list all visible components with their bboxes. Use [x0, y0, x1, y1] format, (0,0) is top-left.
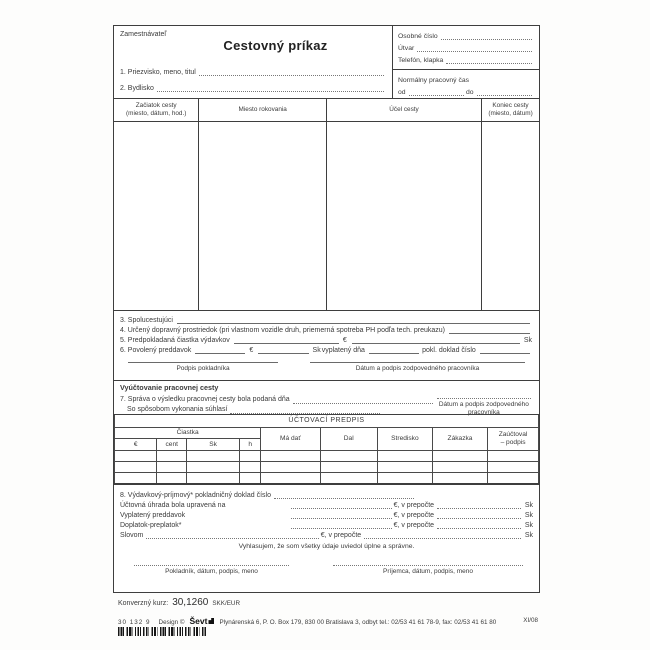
execution-approved-row	[120, 405, 435, 415]
col-header-h: h	[240, 439, 261, 451]
sk-label: Sk	[523, 336, 532, 344]
employer-label: Zamestnávateľ	[120, 31, 167, 38]
cashier-final-signature-block	[134, 560, 289, 576]
amount-in-words-sk-line	[364, 531, 521, 539]
settlement-signature-fill-line	[437, 392, 531, 399]
travel-order-form	[113, 25, 540, 593]
trip-details-section	[114, 311, 539, 381]
sk-label: Sk	[312, 346, 321, 354]
employee-id-box	[393, 26, 539, 70]
eur-conversion-label: €, v prepočte	[393, 501, 435, 509]
residence-fill-line	[157, 84, 384, 92]
personal-number-row	[398, 29, 534, 41]
paid-on-label: vyplatený dňa	[321, 346, 365, 354]
col-header-text: Účel cesty	[389, 105, 419, 113]
sk-label: Sk	[524, 521, 533, 529]
companions-row	[120, 315, 533, 325]
personal-number-label: Osobné číslo	[398, 32, 438, 40]
from-fill-line	[409, 88, 464, 96]
balance-row	[120, 520, 533, 530]
col-header-meeting-place	[199, 99, 327, 121]
trip-table	[114, 99, 539, 311]
transport-fill-line	[449, 326, 530, 334]
col-header-eur: €	[115, 439, 157, 451]
paid-advance-eur-line	[291, 511, 392, 519]
companions-label: 3. Spolucestujúci	[120, 316, 173, 324]
adjusted-amount-sk-line	[437, 501, 521, 509]
balance-eur-line	[291, 521, 392, 529]
cashier-signature-fill-line	[134, 560, 289, 566]
accounting-empty-row	[115, 462, 539, 473]
settlement-signature-block	[435, 384, 533, 414]
sk-label: Sk	[524, 501, 533, 509]
trip-start-cell	[114, 122, 199, 310]
trip-table-body	[114, 122, 539, 310]
balance-label: Doplatok-preplatok*	[120, 521, 182, 529]
hours-from-to-row	[398, 85, 534, 97]
conversion-rate-row	[118, 597, 240, 608]
eur-conversion-label: €, v prepočte	[320, 531, 362, 539]
residence-field-label: 2. Bydlisko	[120, 84, 154, 92]
sk-label: Sk	[524, 511, 533, 519]
working-hours-box	[393, 70, 539, 100]
col-header-trip-start	[114, 99, 199, 121]
accounting-table-title: ÚČTOVACÍ PREDPIS	[115, 415, 539, 428]
cashier-final-signature-label: Pokladník, dátum, podpis, meno	[165, 568, 258, 576]
col-header-trip-purpose	[327, 99, 482, 121]
col-header-subtext: (miesto, dátum, hod.)	[126, 110, 187, 117]
execution-approved-fill-line	[230, 406, 380, 414]
edition-code: XI/08	[523, 617, 538, 624]
name-field-row	[120, 68, 386, 77]
form-title: Cestovný príkaz	[223, 38, 328, 53]
transport-row	[120, 325, 533, 335]
cash-settlement-section	[114, 485, 539, 592]
advance-sk-line	[258, 346, 308, 354]
trip-end-cell	[482, 122, 539, 310]
department-row	[398, 41, 534, 53]
residence-field-row	[120, 84, 386, 93]
amount-group-header: Čiastka	[115, 428, 261, 439]
adjusted-amount-eur-line	[291, 501, 392, 509]
department-label: Útvar	[398, 44, 415, 52]
col-header-subtext: (miesto, dátum)	[488, 110, 533, 117]
eur-conversion-label: €, v prepočte	[393, 511, 435, 519]
col-header-subtext: – podpis	[500, 439, 526, 446]
phone-row	[398, 53, 534, 65]
col-header-dal: Dal	[320, 428, 377, 451]
final-signature-row	[120, 560, 533, 576]
name-field-label: 1. Priezvisko, meno, titul	[120, 68, 196, 76]
declaration-text: Vyhlasujem, že som všetky údaje uviedol úplne a správne.	[238, 543, 415, 550]
department-fill-line	[417, 44, 532, 52]
working-hours-label: Normálny pracovný čas	[398, 76, 470, 84]
col-header-sk: Sk	[187, 439, 240, 451]
trip-table-header	[114, 99, 539, 122]
publisher-address: Plynárenská 6, P. O. Box 179, 830 00 Bratislava 3, odbyt tel.: 02/53 41 61 78-9, fax: 02/53 41 61 80	[219, 619, 497, 626]
cashier-signature-label: Podpis pokladníka	[128, 362, 278, 373]
receipt-number-fill-line	[274, 491, 414, 499]
imprint-row	[118, 616, 518, 626]
receipt-number-label: 8. Výdavkový-príjmový* pokladničný doklad číslo	[120, 491, 271, 499]
adjusted-amount-row	[120, 500, 533, 510]
balance-sk-line	[437, 521, 521, 529]
paid-on-fill-line	[369, 346, 419, 354]
settlement-signature-label: Dátum a podpis zodpovedného pracovníka	[438, 401, 529, 416]
conversion-rate-value: 30,1260	[172, 597, 209, 608]
receipt-no-label: pokl. doklad číslo	[422, 346, 476, 354]
col-header-cent: cent	[157, 439, 187, 451]
report-submitted-label: 7. Správa o výsledku pracovnej cesty bola podaná dňa	[120, 396, 290, 404]
col-header-text: Začiatok cesty	[135, 101, 177, 109]
receipt-no-fill-line	[480, 346, 530, 354]
barcode	[118, 627, 206, 636]
amount-in-words-row	[120, 530, 533, 540]
form-header-section	[114, 26, 539, 99]
working-hours-row	[398, 73, 534, 85]
col-header-text: Zaúčtoval	[498, 431, 528, 439]
sevt-brand: Ševt	[189, 616, 208, 626]
recipient-signature-fill-line	[333, 560, 523, 566]
advance-row	[120, 345, 533, 355]
settlement-title: Vyúčtovanie pracovnej cesty	[120, 383, 219, 392]
form-code: 30 132 9	[118, 619, 151, 626]
settlement-left	[120, 384, 435, 414]
recipient-signature-block	[333, 560, 523, 576]
to-fill-line	[477, 88, 532, 96]
col-header-stredisko: Stredisko	[377, 428, 432, 451]
col-header-trip-end	[482, 99, 539, 121]
estimated-costs-sk-line	[352, 336, 520, 344]
receipt-number-row	[120, 490, 533, 500]
phone-fill-line	[446, 56, 532, 64]
from-label: od	[398, 88, 406, 96]
header-left	[114, 26, 392, 98]
advance-eur-line	[195, 346, 245, 354]
to-label: do	[466, 88, 474, 96]
eur-conversion-label: €, v prepočte	[393, 521, 435, 529]
accounting-empty-row	[115, 473, 539, 485]
responsible-signature-label: Dátum a podpis zodpovedného pracovníka	[310, 362, 525, 373]
accounting-table	[114, 415, 539, 485]
paid-advance-label: Vyplatený preddavok	[120, 511, 186, 519]
meeting-place-cell	[199, 122, 327, 310]
col-header-zakazka: Zákazka	[432, 428, 487, 451]
conversion-rate-unit: SKK/EUR	[212, 600, 240, 607]
companions-fill-line	[177, 316, 530, 324]
estimated-costs-row	[120, 335, 533, 345]
conversion-rate-label: Konverzný kurz:	[118, 600, 169, 607]
approval-signature-row	[120, 362, 533, 373]
sk-label: Sk	[524, 531, 533, 539]
adjusted-amount-label: Účtovná úhrada bola upravená na	[120, 501, 226, 509]
report-date-fill-line	[293, 396, 433, 404]
transport-label: 4. Určený dopravný prostriedok (pri vlastnom vozidle druh, priemerná spotreba PH podľa tech. preukazu)	[120, 326, 445, 334]
report-submitted-row	[120, 395, 435, 405]
col-header-madat: Má dať	[261, 428, 320, 451]
amount-in-words-label: Slovom	[120, 531, 144, 539]
amount-in-words-fill-line	[146, 531, 318, 539]
sevt-logo-icon	[208, 618, 214, 624]
col-header-text: Miesto rokovania	[238, 105, 287, 113]
execution-approved-label: So spôsobom vykonania súhlasí	[127, 406, 228, 414]
accounting-empty-row	[115, 451, 539, 462]
paid-advance-row	[120, 510, 533, 520]
personal-number-fill-line	[441, 32, 532, 40]
estimated-costs-label: 5. Predpokladaná čiastka výdavkov	[120, 336, 230, 344]
settlement-section	[114, 381, 539, 415]
eur-symbol: €	[249, 346, 254, 354]
header-right-box	[392, 26, 539, 98]
advance-label: 6. Povolený preddavok	[120, 346, 192, 354]
paid-advance-sk-line	[437, 511, 521, 519]
eur-symbol: €	[342, 336, 347, 344]
name-fill-line	[199, 68, 384, 76]
recipient-signature-label: Príjemca, dátum, podpis, meno	[383, 568, 473, 576]
trip-purpose-cell	[327, 122, 482, 310]
col-header-text: Koniec cesty	[492, 101, 529, 109]
col-header-zauctoval	[488, 428, 539, 451]
estimated-costs-eur-line	[234, 336, 339, 344]
phone-label: Telefón, klapka	[398, 56, 444, 64]
design-copyright-label: Design ©	[158, 619, 185, 626]
